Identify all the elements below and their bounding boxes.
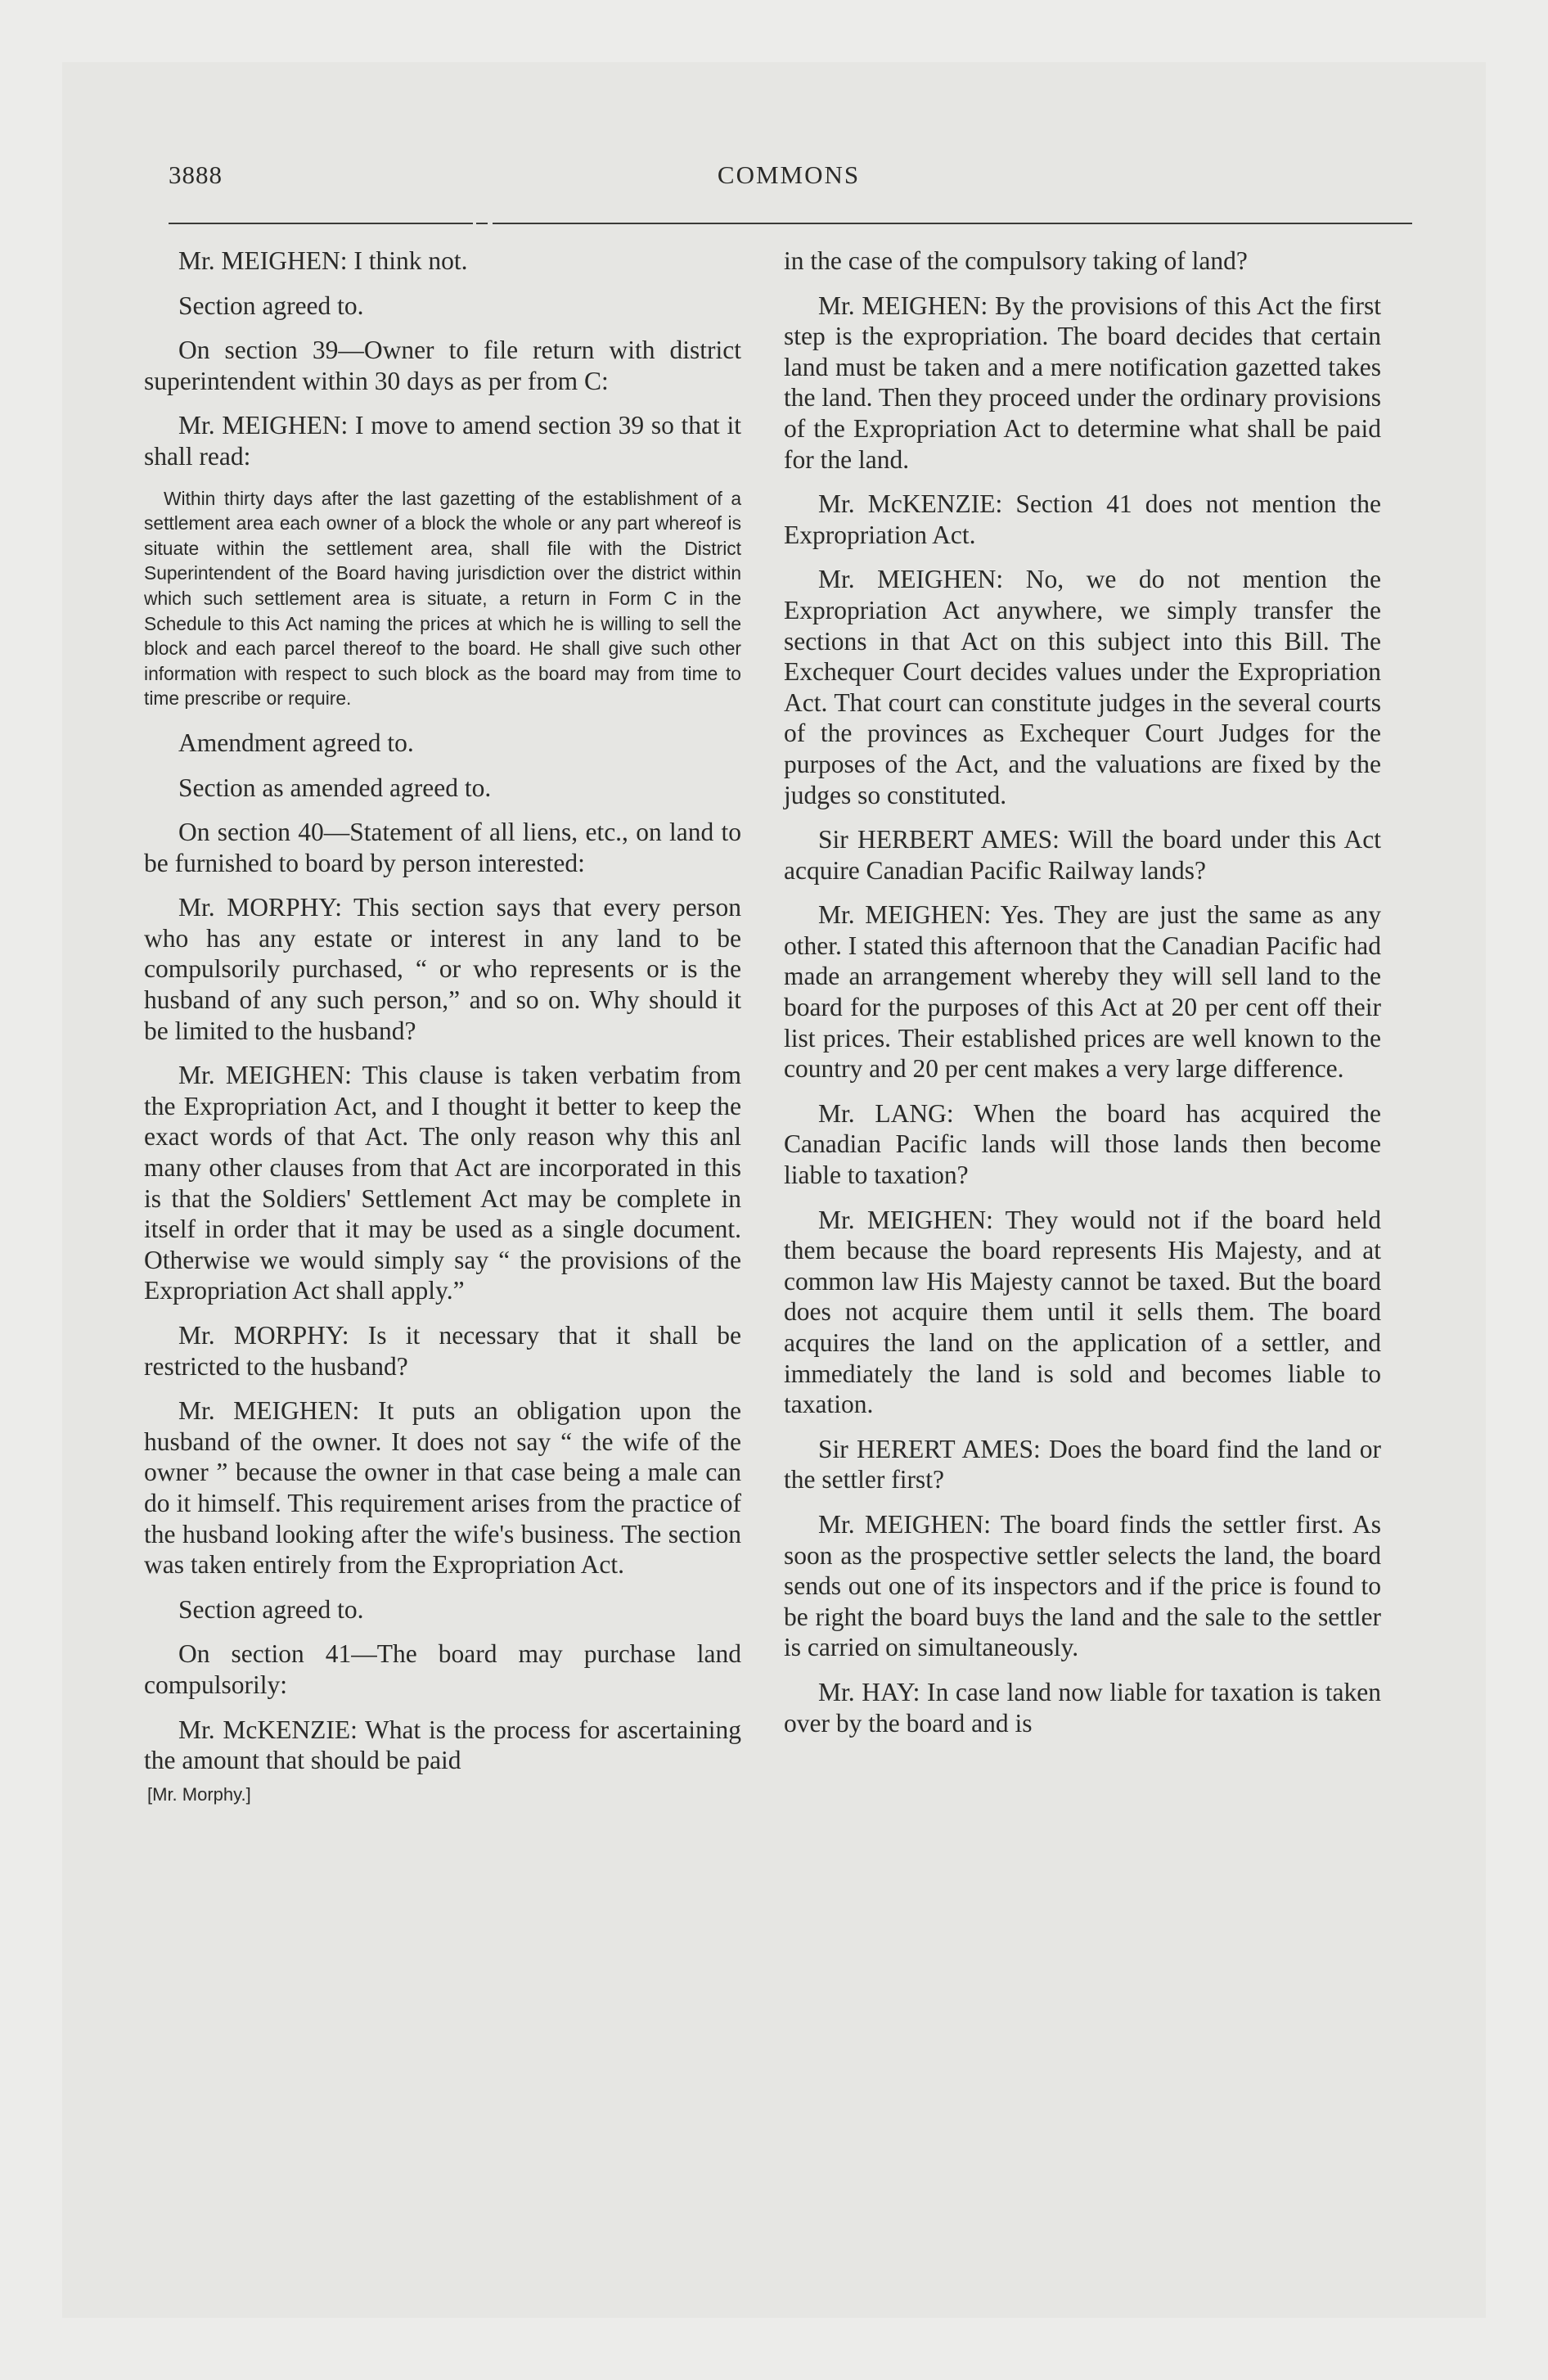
paragraph: Sir HERBERT AMES: Will the board under this Act acquire Canadian Pacific Railway lands? xyxy=(784,825,1381,885)
paragraph: Mr. MEIGHEN: I move to amend section 39 so that it shall read: xyxy=(144,411,741,471)
paragraph: Section as amended agreed to. xyxy=(178,773,492,802)
paragraph: Mr. HAY: In case land now liable for taxation is taken over by the board and is xyxy=(784,1677,1381,1738)
footer-speaker-note: [Mr. Morphy.] xyxy=(147,1783,251,1805)
paragraph: Mr. MEIGHEN: The board finds the settler first. As soon as the prospective settler selects the land, the board sends out one of its inspectors and if the price is found to be right the board buys the land and the sale to the settler is carried on simultaneously. xyxy=(784,1509,1381,1662)
left-column xyxy=(144,246,741,1810)
paragraph: Mr. MORPHY: Is it necessary that it shall be restricted to the husband? xyxy=(144,1321,741,1381)
paragraph: On section 41—The board may purchase land compulsorily: xyxy=(144,1639,741,1699)
right-column xyxy=(784,246,1381,1752)
paragraph: Mr. MEIGHEN: They would not if the board held them because the board represents His Majesty, and at common law His Majesty cannot be taxed. But the board does not acquire them until it sells them. The board acquires the land on the application of a settler, and immediately the land is sold and becomes liable to taxation. xyxy=(784,1205,1381,1419)
paragraph: Mr. MEIGHEN: No, we do not mention the Expropriation Act anywhere, we simply transfer the sections in that Act on this subject into this Bill. The Exchequer Court decides values under the Expropriation Act. That court can constitute judges in the several courts of the provinces as Exchequer Court Judges for the purposes of the Act, and the valuations are fixed by the judges so constituted. xyxy=(784,565,1381,809)
paragraph: Mr. MEIGHEN: It puts an obligation upon the husband of the owner. It does not say “ the wife of the owner ” because the owner in that case being a male can do it himself. This requirement arises from the practice of the husband looking after the wife's business. The section was taken entirely from the Expropriation Act. xyxy=(144,1396,741,1580)
header-rule-dash xyxy=(476,223,488,224)
paragraph: Sir HERERT AMES: Does the board find the land or the settler first? xyxy=(784,1434,1381,1494)
paragraph: Mr. McKENZIE: Section 41 does not mention the Expropriation Act. xyxy=(784,489,1381,549)
quoted-amendment: Within thirty days after the last gazetting of the establishment of a settlement area each owner of a block the whole or any part whereof is situate within the settlement area, shall file with the District Superintendent of the Board having jurisdiction over the district within which such settlement area is situate, a return in Form C in the Schedule to this Act naming the prices at which he is willing to sell the block and each parcel thereof to the board. He shall give such other information with respect to such block as the board may from time to time prescribe or require. xyxy=(144,487,741,710)
paragraph: On section 40—Statement of all liens, etc., on land to be furnished to board by person interested: xyxy=(144,818,741,877)
paragraph: On section 39—Owner to file return with district superintendent within 30 days as per from C: xyxy=(144,336,741,395)
paragraph: Amendment agreed to. xyxy=(178,728,414,757)
paragraph: Mr. MEIGHEN: This clause is taken verbatim from the Expropriation Act, and I thought it better to keep the exact words of that Act. The only reason why this anl many other clauses from that Act are incorporated in this is that the Soldiers' Settlement Act may be complete in itself in order that it may be used as a single document. Otherwise we would simply say “ the provisions of the Expropriation Act shall apply.” xyxy=(144,1061,741,1305)
paragraph: Section agreed to. xyxy=(178,1594,364,1624)
page-header xyxy=(169,160,1409,210)
paragraph: Mr. MORPHY: This section says that every person who has any estate or interest in any land to be compulsorily purchased, “ or who represents or is the husband of any such person,” and so on. Why should it be limited to the husband? xyxy=(144,893,741,1045)
paragraph: Mr. MEIGHEN: By the provisions of this Act the first step is the expropriation. The board decides that certain land must be taken and a mere notification gazetted takes the land. Then they proceed under the ordinary provisions of the Expropriation Act to determine what shall be paid for the land. xyxy=(784,291,1381,474)
paragraph: Mr. MEIGHEN: Yes. They are just the same as any other. I stated this afternoon that the Canadian Pacific had made an arrangement whereby they will sell land to the board for the purposes of this Act at 20 per cent off their list prices. Their established prices are well known to the country and 20 per cent makes a very large difference. xyxy=(784,900,1381,1084)
paragraph: in the case of the compulsory taking of land? xyxy=(784,246,1248,275)
paragraph: Mr. McKENZIE: What is the process for ascertaining the amount that should be paid xyxy=(144,1715,741,1775)
header-rule-right xyxy=(493,223,1412,224)
page-number: 3888 xyxy=(169,160,223,189)
header-rule-left xyxy=(169,223,473,224)
paragraph: Mr. LANG: When the board has acquired the Canadian Pacific lands will those lands then become liable to taxation? xyxy=(784,1098,1381,1190)
running-head: COMMONS xyxy=(717,160,861,189)
paragraph: Mr. MEIGHEN: I think not. xyxy=(178,246,468,275)
paragraph: Section agreed to. xyxy=(178,291,364,320)
